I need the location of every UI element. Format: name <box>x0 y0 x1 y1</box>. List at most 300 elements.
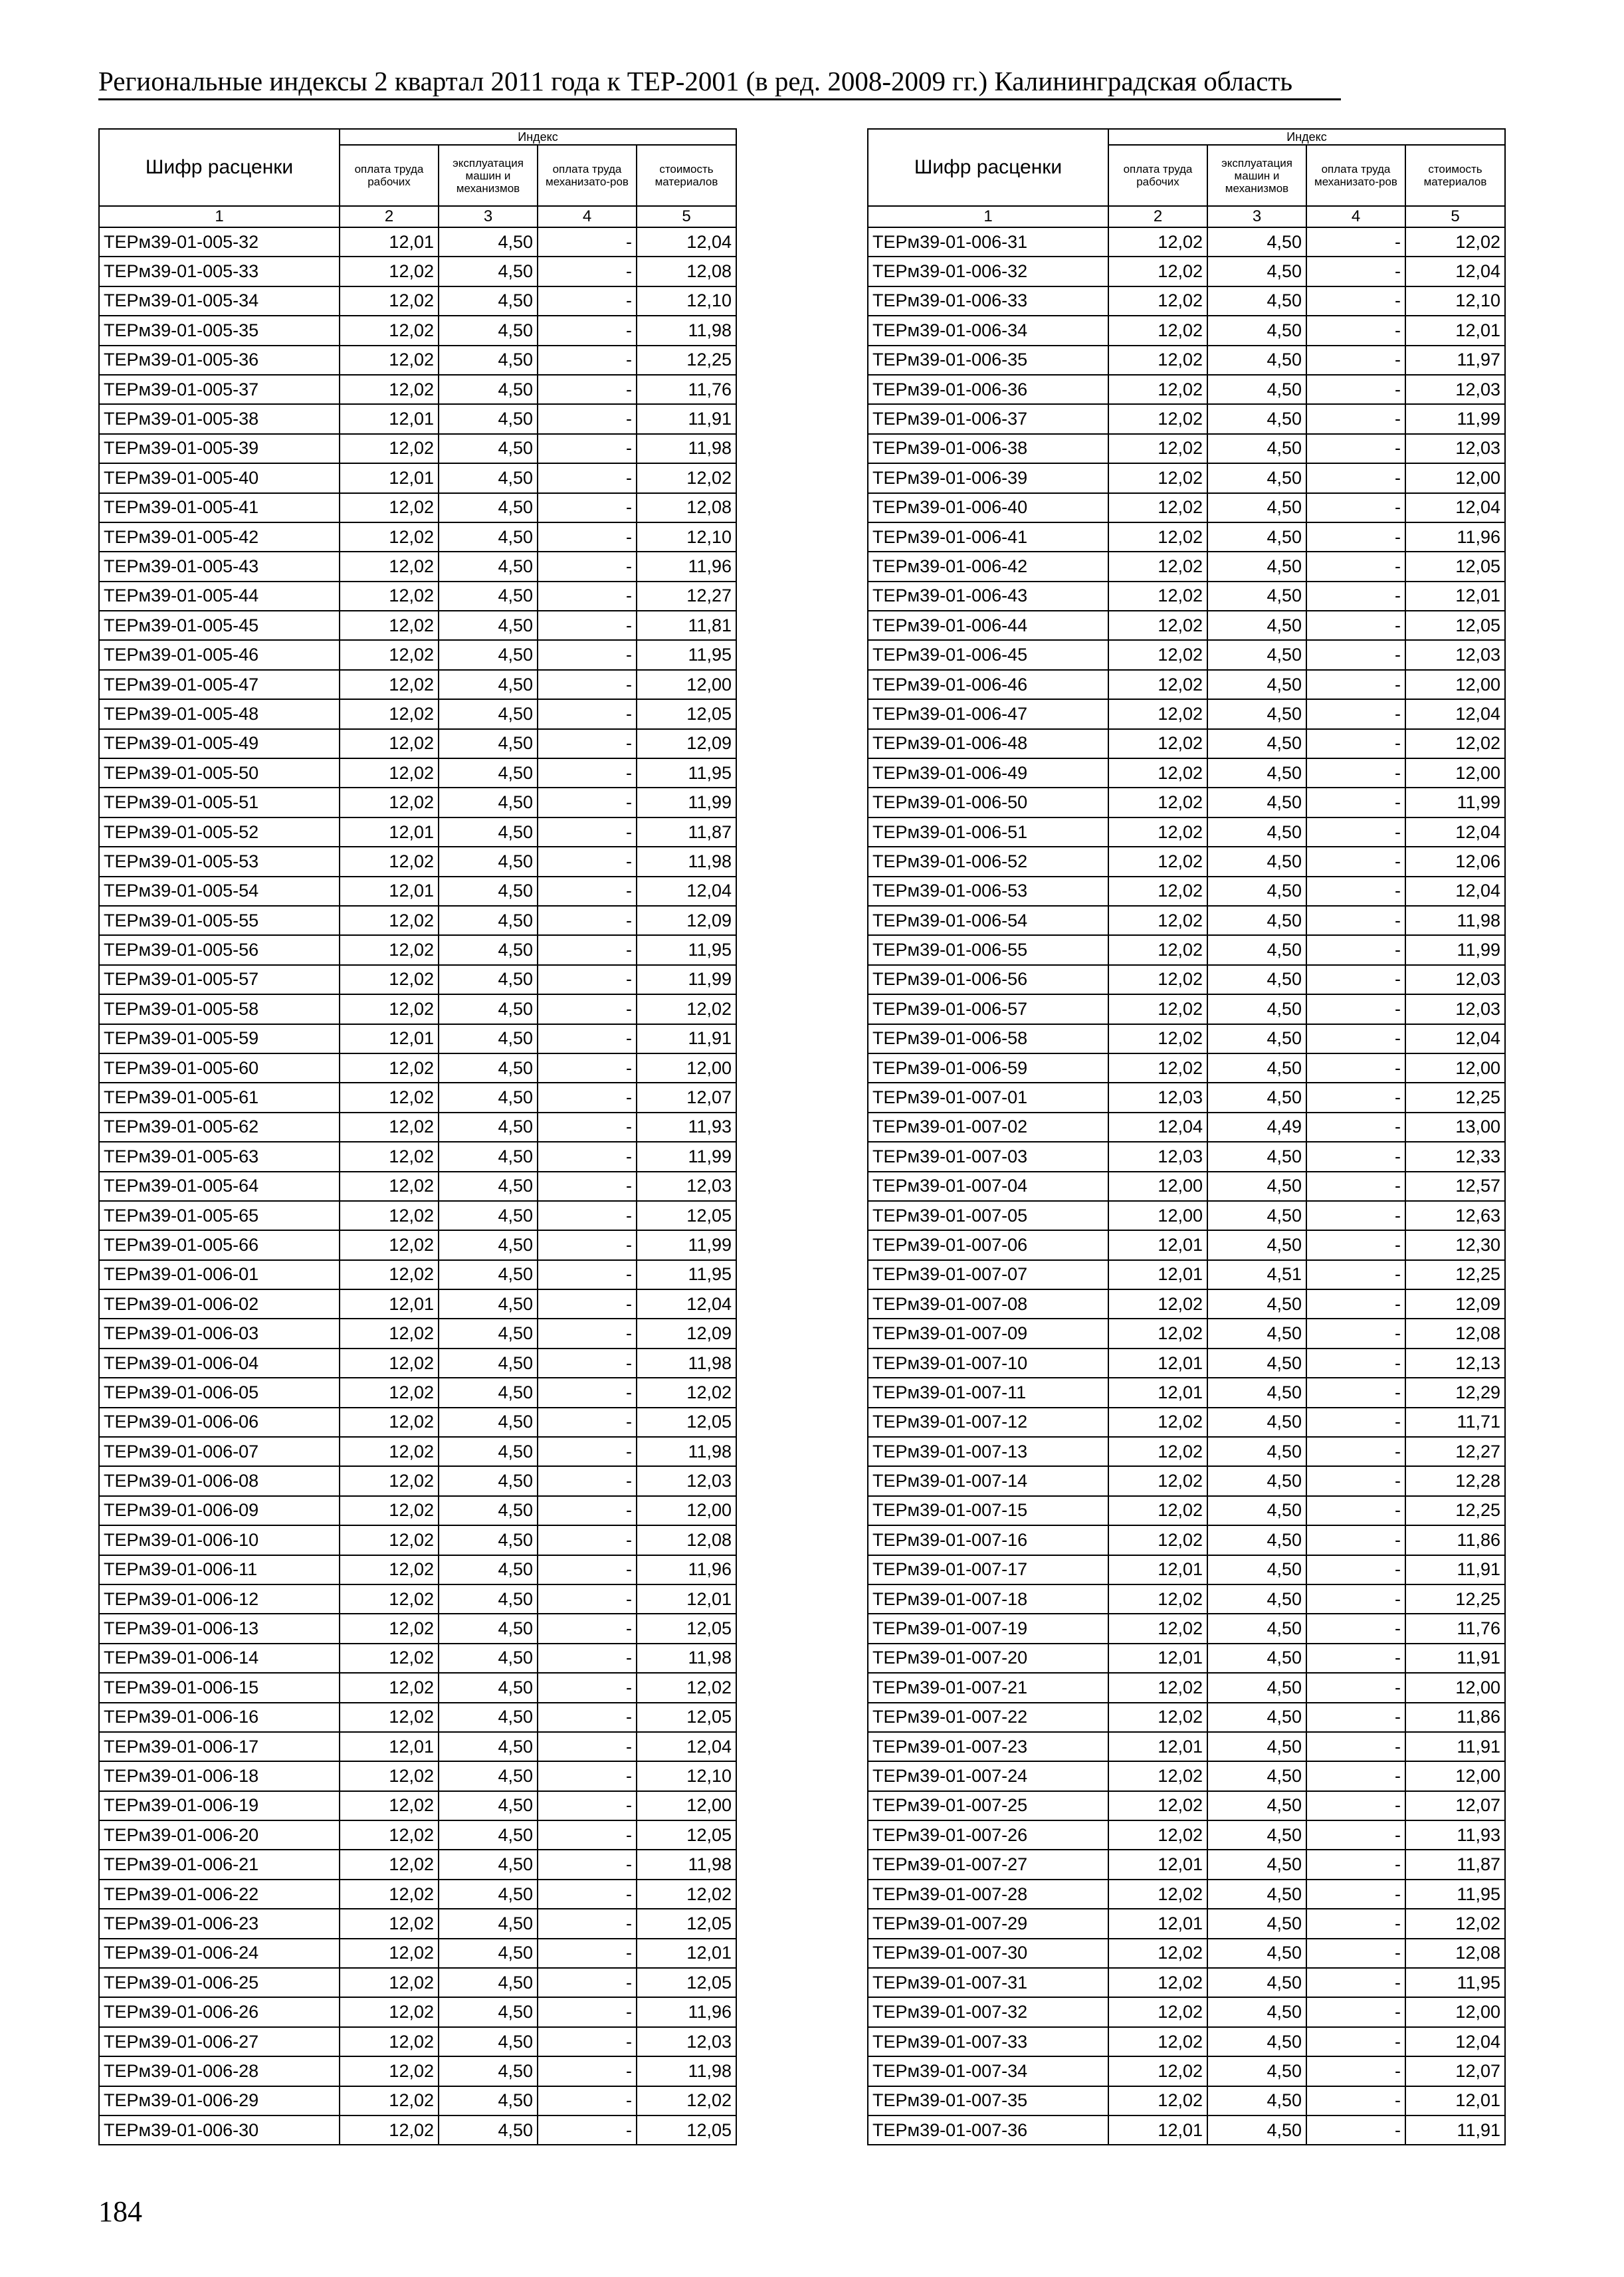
index-table-left <box>98 128 737 2145</box>
table-row <box>99 1496 736 1525</box>
rate-code-cell: ТЕРм39-01-006-05 <box>99 1378 340 1407</box>
machines-index-cell: 4,50 <box>439 2056 538 2086</box>
operators-index-cell: - <box>1306 965 1405 994</box>
wages-index-cell: 12,02 <box>1108 346 1207 375</box>
rate-code-cell: ТЕРм39-01-006-50 <box>868 788 1108 817</box>
rate-code-cell: ТЕРм39-01-005-60 <box>99 1053 340 1083</box>
table-row <box>99 1260 736 1289</box>
rate-code-cell: ТЕРм39-01-006-23 <box>99 1909 340 1938</box>
materials-index-cell: 12,07 <box>637 1083 736 1112</box>
table-row <box>99 1437 736 1466</box>
header-cipher: Шифр расценки <box>99 129 340 206</box>
rate-code-cell: ТЕРм39-01-005-39 <box>99 434 340 463</box>
table-row <box>99 1230 736 1259</box>
header-cipher: Шифр расценки <box>868 129 1108 206</box>
rate-code-cell: ТЕРм39-01-006-51 <box>868 817 1108 847</box>
wages-index-cell: 12,01 <box>340 1289 439 1319</box>
materials-index-cell: 11,91 <box>1405 1555 1505 1584</box>
wages-index-cell: 12,02 <box>1108 404 1207 433</box>
machines-index-cell: 4,50 <box>1207 316 1306 345</box>
wages-index-cell: 12,02 <box>1108 493 1207 522</box>
wages-index-cell: 12,02 <box>340 699 439 728</box>
table-row <box>868 1349 1505 1378</box>
table-row <box>868 699 1505 728</box>
rate-code-cell: ТЕРм39-01-006-36 <box>868 375 1108 404</box>
table-row <box>99 316 736 345</box>
machines-index-cell: 4,50 <box>1207 1408 1306 1437</box>
wages-index-cell: 12,01 <box>340 404 439 433</box>
operators-index-cell: - <box>1306 877 1405 906</box>
materials-index-cell: 12,03 <box>1405 375 1505 404</box>
operators-index-cell: - <box>538 1880 637 1909</box>
rate-code-cell: ТЕРм39-01-005-52 <box>99 817 340 847</box>
table-row <box>99 522 736 552</box>
wages-index-cell: 12,02 <box>1108 1761 1207 1790</box>
table-row <box>99 935 736 964</box>
wages-index-cell: 12,02 <box>1108 1319 1207 1348</box>
machines-index-cell: 4,50 <box>439 994 538 1024</box>
wages-index-cell: 12,02 <box>340 1555 439 1584</box>
operators-index-cell: - <box>538 1496 637 1525</box>
wages-index-cell: 12,01 <box>340 1024 439 1053</box>
operators-index-cell: - <box>1306 1496 1405 1525</box>
operators-index-cell: - <box>1306 346 1405 375</box>
table-row <box>99 1289 736 1319</box>
wages-index-cell: 12,01 <box>340 877 439 906</box>
rate-code-cell: ТЕРм39-01-006-11 <box>99 1555 340 1584</box>
materials-index-cell: 11,71 <box>1405 1408 1505 1437</box>
table-row <box>99 1201 736 1230</box>
wages-index-cell: 12,02 <box>1108 729 1207 758</box>
wages-index-cell: 12,02 <box>1108 1408 1207 1437</box>
materials-index-cell: 11,99 <box>637 965 736 994</box>
rate-code-cell: ТЕРм39-01-006-29 <box>99 2086 340 2115</box>
table-row <box>99 1408 736 1437</box>
operators-index-cell: - <box>538 1289 637 1319</box>
rate-code-cell: ТЕРм39-01-007-22 <box>868 1703 1108 1732</box>
operators-index-cell: - <box>1306 1820 1405 1850</box>
rate-code-cell: ТЕРм39-01-005-34 <box>99 286 340 316</box>
wages-index-cell: 12,02 <box>340 994 439 1024</box>
table-row <box>99 729 736 758</box>
rate-code-cell: ТЕРм39-01-007-28 <box>868 1880 1108 1909</box>
operators-index-cell: - <box>538 227 637 257</box>
materials-index-cell: 11,99 <box>1405 788 1505 817</box>
table-row <box>99 286 736 316</box>
operators-index-cell: - <box>1306 1761 1405 1790</box>
materials-index-cell: 11,98 <box>637 1437 736 1466</box>
rate-code-cell: ТЕРм39-01-007-10 <box>868 1349 1108 1378</box>
machines-index-cell: 4,50 <box>439 877 538 906</box>
table-row <box>99 1172 736 1201</box>
operators-index-cell: - <box>538 1437 637 1466</box>
table-row <box>868 1791 1505 1820</box>
wages-index-cell: 12,02 <box>340 1761 439 1790</box>
table-row <box>99 1142 736 1171</box>
machines-index-cell: 4,50 <box>1207 2086 1306 2115</box>
operators-index-cell: - <box>1306 375 1405 404</box>
wages-index-cell: 12,02 <box>1108 994 1207 1024</box>
materials-index-cell: 12,04 <box>1405 2027 1505 2056</box>
wages-index-cell: 12,01 <box>1108 1555 1207 1584</box>
table-row <box>99 640 736 669</box>
table-row <box>868 994 1505 1024</box>
table-row <box>99 1083 736 1112</box>
table-row <box>99 582 736 611</box>
rate-code-cell: ТЕРм39-01-006-17 <box>99 1732 340 1761</box>
table-row <box>99 817 736 847</box>
rate-code-cell: ТЕРм39-01-007-33 <box>868 2027 1108 2056</box>
machines-index-cell: 4,50 <box>1207 1939 1306 1968</box>
table-row <box>868 1850 1505 1879</box>
machines-index-cell: 4,50 <box>1207 817 1306 847</box>
machines-index-cell: 4,50 <box>439 1761 538 1790</box>
operators-index-cell: - <box>538 611 637 640</box>
materials-index-cell: 12,03 <box>637 2027 736 2056</box>
operators-index-cell: - <box>1306 1939 1405 1968</box>
rate-code-cell: ТЕРм39-01-007-17 <box>868 1555 1108 1584</box>
operators-index-cell: - <box>538 877 637 906</box>
table-row <box>99 1349 736 1378</box>
wages-index-cell: 12,01 <box>340 463 439 492</box>
table-row <box>868 788 1505 817</box>
machines-index-cell: 4,50 <box>1207 1880 1306 1909</box>
operators-index-cell: - <box>538 1053 637 1083</box>
wages-index-cell: 12,02 <box>340 2056 439 2086</box>
materials-index-cell: 11,93 <box>637 1113 736 1142</box>
wages-index-cell: 12,02 <box>340 729 439 758</box>
wages-index-cell: 12,02 <box>340 1968 439 1997</box>
header-wages: оплата труда рабочих <box>340 145 439 206</box>
rate-code-cell: ТЕРм39-01-007-15 <box>868 1496 1108 1525</box>
table-row <box>868 582 1505 611</box>
machines-index-cell: 4,50 <box>439 1909 538 1938</box>
wages-index-cell: 12,02 <box>340 1850 439 1879</box>
table-row <box>99 1997 736 2026</box>
rate-code-cell: ТЕРм39-01-005-48 <box>99 699 340 728</box>
machines-index-cell: 4,50 <box>1207 1555 1306 1584</box>
rate-code-cell: ТЕРм39-01-007-14 <box>868 1466 1108 1495</box>
operators-index-cell: - <box>538 788 637 817</box>
rate-code-cell: ТЕРм39-01-006-26 <box>99 1997 340 2026</box>
machines-index-cell: 4,50 <box>439 1172 538 1201</box>
table-row <box>99 1880 736 1909</box>
table-row <box>868 906 1505 935</box>
table-row <box>99 788 736 817</box>
operators-index-cell: - <box>1306 2086 1405 2115</box>
machines-index-cell: 4,50 <box>439 1142 538 1171</box>
materials-index-cell: 12,04 <box>1405 877 1505 906</box>
rate-code-cell: ТЕРм39-01-006-41 <box>868 522 1108 552</box>
machines-index-cell: 4,50 <box>439 286 538 316</box>
materials-index-cell: 12,05 <box>637 1614 736 1643</box>
materials-index-cell: 12,03 <box>1405 965 1505 994</box>
wages-index-cell: 12,01 <box>1108 1732 1207 1761</box>
rate-code-cell: ТЕРм39-01-006-37 <box>868 404 1108 433</box>
machines-index-cell: 4,50 <box>439 758 538 788</box>
machines-index-cell: 4,50 <box>1207 1761 1306 1790</box>
operators-index-cell: - <box>538 1732 637 1761</box>
materials-index-cell: 12,00 <box>1405 1761 1505 1790</box>
materials-index-cell: 12,01 <box>1405 582 1505 611</box>
materials-index-cell: 12,00 <box>637 1791 736 1820</box>
rate-code-cell: ТЕРм39-01-007-26 <box>868 1820 1108 1850</box>
operators-index-cell: - <box>538 758 637 788</box>
materials-index-cell: 12,10 <box>637 522 736 552</box>
materials-index-cell: 11,86 <box>1405 1525 1505 1555</box>
operators-index-cell: - <box>538 582 637 611</box>
operators-index-cell: - <box>538 1230 637 1259</box>
materials-index-cell: 12,01 <box>1405 316 1505 345</box>
table-row <box>868 1466 1505 1495</box>
materials-index-cell: 12,05 <box>637 1201 736 1230</box>
wages-index-cell: 12,02 <box>1108 788 1207 817</box>
wages-index-cell: 12,02 <box>340 1496 439 1525</box>
materials-index-cell: 12,00 <box>637 670 736 699</box>
materials-index-cell: 12,00 <box>1405 758 1505 788</box>
machines-index-cell: 4,50 <box>1207 1142 1306 1171</box>
wages-index-cell: 12,02 <box>340 1142 439 1171</box>
materials-index-cell: 11,87 <box>637 817 736 847</box>
page-number: 184 <box>98 2195 142 2228</box>
table-row <box>868 611 1505 640</box>
machines-index-cell: 4,50 <box>1207 463 1306 492</box>
materials-index-cell: 12,08 <box>637 493 736 522</box>
machines-index-cell: 4,50 <box>439 2027 538 2056</box>
materials-index-cell: 11,86 <box>1405 1703 1505 1732</box>
table-row <box>99 1466 736 1495</box>
table-row <box>99 552 736 581</box>
materials-index-cell: 11,98 <box>637 434 736 463</box>
rate-code-cell: ТЕРм39-01-006-16 <box>99 1703 340 1732</box>
rate-code-cell: ТЕРм39-01-005-45 <box>99 611 340 640</box>
table-row <box>868 1113 1505 1142</box>
wages-index-cell: 12,02 <box>1108 1496 1207 1525</box>
machines-index-cell: 4,50 <box>1207 404 1306 433</box>
operators-index-cell: - <box>1306 1791 1405 1820</box>
rate-code-cell: ТЕРм39-01-005-38 <box>99 404 340 433</box>
materials-index-cell: 12,25 <box>1405 1083 1505 1112</box>
rate-code-cell: ТЕРм39-01-006-53 <box>868 877 1108 906</box>
rate-code-cell: ТЕРм39-01-007-19 <box>868 1614 1108 1643</box>
materials-index-cell: 12,63 <box>1405 1201 1505 1230</box>
machines-index-cell: 4,50 <box>439 1319 538 1348</box>
wages-index-cell: 12,00 <box>1108 1172 1207 1201</box>
table-row <box>868 552 1505 581</box>
wages-index-cell: 12,02 <box>1108 1024 1207 1053</box>
materials-index-cell: 11,96 <box>637 1997 736 2026</box>
machines-index-cell: 4,50 <box>1207 1201 1306 1230</box>
operators-index-cell: - <box>538 463 637 492</box>
machines-index-cell: 4,50 <box>439 1525 538 1555</box>
machines-index-cell: 4,50 <box>439 847 538 876</box>
machines-index-cell: 4,50 <box>1207 1349 1306 1378</box>
table-row <box>99 965 736 994</box>
header-operators: оплата труда механизато-ров <box>1306 145 1405 206</box>
materials-index-cell: 11,96 <box>637 552 736 581</box>
materials-index-cell: 11,99 <box>637 1142 736 1171</box>
operators-index-cell: - <box>538 1408 637 1437</box>
machines-index-cell: 4,50 <box>1207 758 1306 788</box>
operators-index-cell: - <box>538 493 637 522</box>
rate-code-cell: ТЕРм39-01-006-33 <box>868 286 1108 316</box>
table-row <box>868 1909 1505 1938</box>
rate-code-cell: ТЕРм39-01-007-09 <box>868 1319 1108 1348</box>
machines-index-cell: 4,50 <box>439 1113 538 1142</box>
table-row <box>99 463 736 492</box>
table-row <box>868 434 1505 463</box>
table-row <box>868 1997 1505 2026</box>
operators-index-cell: - <box>1306 1113 1405 1142</box>
machines-index-cell: 4,50 <box>1207 847 1306 876</box>
wages-index-cell: 12,02 <box>1108 1939 1207 1968</box>
rate-code-cell: ТЕРм39-01-007-18 <box>868 1584 1108 1614</box>
machines-index-cell: 4,50 <box>1207 1909 1306 1938</box>
materials-index-cell: 11,97 <box>1405 346 1505 375</box>
machines-index-cell: 4,50 <box>439 1997 538 2026</box>
materials-index-cell: 11,99 <box>637 788 736 817</box>
materials-index-cell: 12,04 <box>637 227 736 257</box>
materials-index-cell: 12,08 <box>637 257 736 286</box>
operators-index-cell: - <box>1306 1378 1405 1407</box>
wages-index-cell: 12,02 <box>1108 1997 1207 2026</box>
operators-index-cell: - <box>538 1113 637 1142</box>
machines-index-cell: 4,50 <box>1207 1289 1306 1319</box>
operators-index-cell: - <box>1306 670 1405 699</box>
rate-code-cell: ТЕРм39-01-006-21 <box>99 1850 340 1879</box>
wages-index-cell: 12,02 <box>1108 670 1207 699</box>
operators-index-cell: - <box>538 1791 637 1820</box>
rate-code-cell: ТЕРм39-01-006-15 <box>99 1673 340 1702</box>
operators-index-cell: - <box>1306 522 1405 552</box>
table-row <box>868 758 1505 788</box>
materials-index-cell: 12,03 <box>1405 640 1505 669</box>
machines-index-cell: 4,50 <box>439 2115 538 2145</box>
materials-index-cell: 11,95 <box>637 1260 736 1289</box>
wages-index-cell: 12,01 <box>340 1732 439 1761</box>
operators-index-cell: - <box>538 1349 637 1378</box>
table-row <box>868 1614 1505 1643</box>
table-row <box>99 1024 736 1053</box>
table-row <box>99 1525 736 1555</box>
materials-index-cell: 12,07 <box>1405 1791 1505 1820</box>
rate-code-cell: ТЕРм39-01-005-55 <box>99 906 340 935</box>
operators-index-cell: - <box>1306 1230 1405 1259</box>
wages-index-cell: 12,02 <box>340 1791 439 1820</box>
machines-index-cell: 4,50 <box>1207 582 1306 611</box>
materials-index-cell: 12,00 <box>1405 1997 1505 2026</box>
materials-index-cell: 12,33 <box>1405 1142 1505 1171</box>
machines-index-cell: 4,50 <box>439 935 538 964</box>
machines-index-cell: 4,50 <box>439 1820 538 1850</box>
rate-code-cell: ТЕРм39-01-006-12 <box>99 1584 340 1614</box>
materials-index-cell: 12,05 <box>637 1820 736 1850</box>
wages-index-cell: 12,02 <box>1108 1820 1207 1850</box>
operators-index-cell: - <box>538 2027 637 2056</box>
header-col-number: 2 <box>1108 206 1207 227</box>
machines-index-cell: 4,50 <box>1207 1644 1306 1673</box>
rate-code-cell: ТЕРм39-01-006-20 <box>99 1820 340 1850</box>
rate-code-cell: ТЕРм39-01-007-08 <box>868 1289 1108 1319</box>
table-row <box>868 257 1505 286</box>
machines-index-cell: 4,50 <box>1207 257 1306 286</box>
rate-code-cell: ТЕРм39-01-006-58 <box>868 1024 1108 1053</box>
table-row <box>99 434 736 463</box>
materials-index-cell: 12,00 <box>637 1496 736 1525</box>
table-body-left <box>99 227 736 2145</box>
rate-code-cell: ТЕРм39-01-006-02 <box>99 1289 340 1319</box>
operators-index-cell: - <box>538 1319 637 1348</box>
operators-index-cell: - <box>1306 758 1405 788</box>
rate-code-cell: ТЕРм39-01-006-45 <box>868 640 1108 669</box>
machines-index-cell: 4,50 <box>439 906 538 935</box>
wages-index-cell: 12,02 <box>340 1172 439 1201</box>
table-row <box>868 729 1505 758</box>
materials-index-cell: 11,95 <box>637 935 736 964</box>
materials-index-cell: 12,10 <box>1405 286 1505 316</box>
wages-index-cell: 12,02 <box>340 847 439 876</box>
table-row <box>868 493 1505 522</box>
table-row <box>99 346 736 375</box>
table-row <box>99 906 736 935</box>
rate-code-cell: ТЕРм39-01-006-56 <box>868 965 1108 994</box>
table-row <box>868 1083 1505 1112</box>
rate-code-cell: ТЕРм39-01-005-57 <box>99 965 340 994</box>
machines-index-cell: 4,50 <box>1207 1791 1306 1820</box>
operators-index-cell: - <box>1306 582 1405 611</box>
operators-index-cell: - <box>538 1644 637 1673</box>
rate-code-cell: ТЕРм39-01-005-43 <box>99 552 340 581</box>
operators-index-cell: - <box>1306 935 1405 964</box>
materials-index-cell: 12,05 <box>1405 611 1505 640</box>
rate-code-cell: ТЕРм39-01-007-34 <box>868 2056 1108 2086</box>
materials-index-cell: 12,04 <box>1405 1024 1505 1053</box>
materials-index-cell: 11,91 <box>637 404 736 433</box>
machines-index-cell: 4,50 <box>439 463 538 492</box>
operators-index-cell: - <box>538 2056 637 2086</box>
wages-index-cell: 12,02 <box>340 788 439 817</box>
machines-index-cell: 4,50 <box>439 227 538 257</box>
table-row <box>99 493 736 522</box>
wages-index-cell: 12,01 <box>1108 1378 1207 1407</box>
wages-index-cell: 12,02 <box>340 2115 439 2145</box>
rate-code-cell: ТЕРм39-01-006-19 <box>99 1791 340 1820</box>
operators-index-cell: - <box>1306 434 1405 463</box>
machines-index-cell: 4,50 <box>439 257 538 286</box>
operators-index-cell: - <box>1306 611 1405 640</box>
rate-code-cell: ТЕРм39-01-005-62 <box>99 1113 340 1142</box>
rate-code-cell: ТЕРм39-01-007-13 <box>868 1437 1108 1466</box>
materials-index-cell: 12,03 <box>637 1172 736 1201</box>
machines-index-cell: 4,50 <box>1207 552 1306 581</box>
table-row <box>99 1732 736 1761</box>
materials-index-cell: 12,04 <box>637 1732 736 1761</box>
operators-index-cell: - <box>1306 1703 1405 1732</box>
operators-index-cell: - <box>538 1260 637 1289</box>
table-row <box>868 817 1505 847</box>
wages-index-cell: 12,02 <box>340 1408 439 1437</box>
wages-index-cell: 12,02 <box>340 1525 439 1555</box>
rate-code-cell: ТЕРм39-01-006-55 <box>868 935 1108 964</box>
table-row <box>868 1880 1505 1909</box>
wages-index-cell: 12,02 <box>1108 2056 1207 2086</box>
rate-code-cell: ТЕРм39-01-007-23 <box>868 1732 1108 1761</box>
table-row <box>868 346 1505 375</box>
wages-index-cell: 12,02 <box>1108 1437 1207 1466</box>
wages-index-cell: 12,00 <box>1108 1201 1207 1230</box>
rate-code-cell: ТЕРм39-01-007-12 <box>868 1408 1108 1437</box>
materials-index-cell: 11,95 <box>1405 1880 1505 1909</box>
